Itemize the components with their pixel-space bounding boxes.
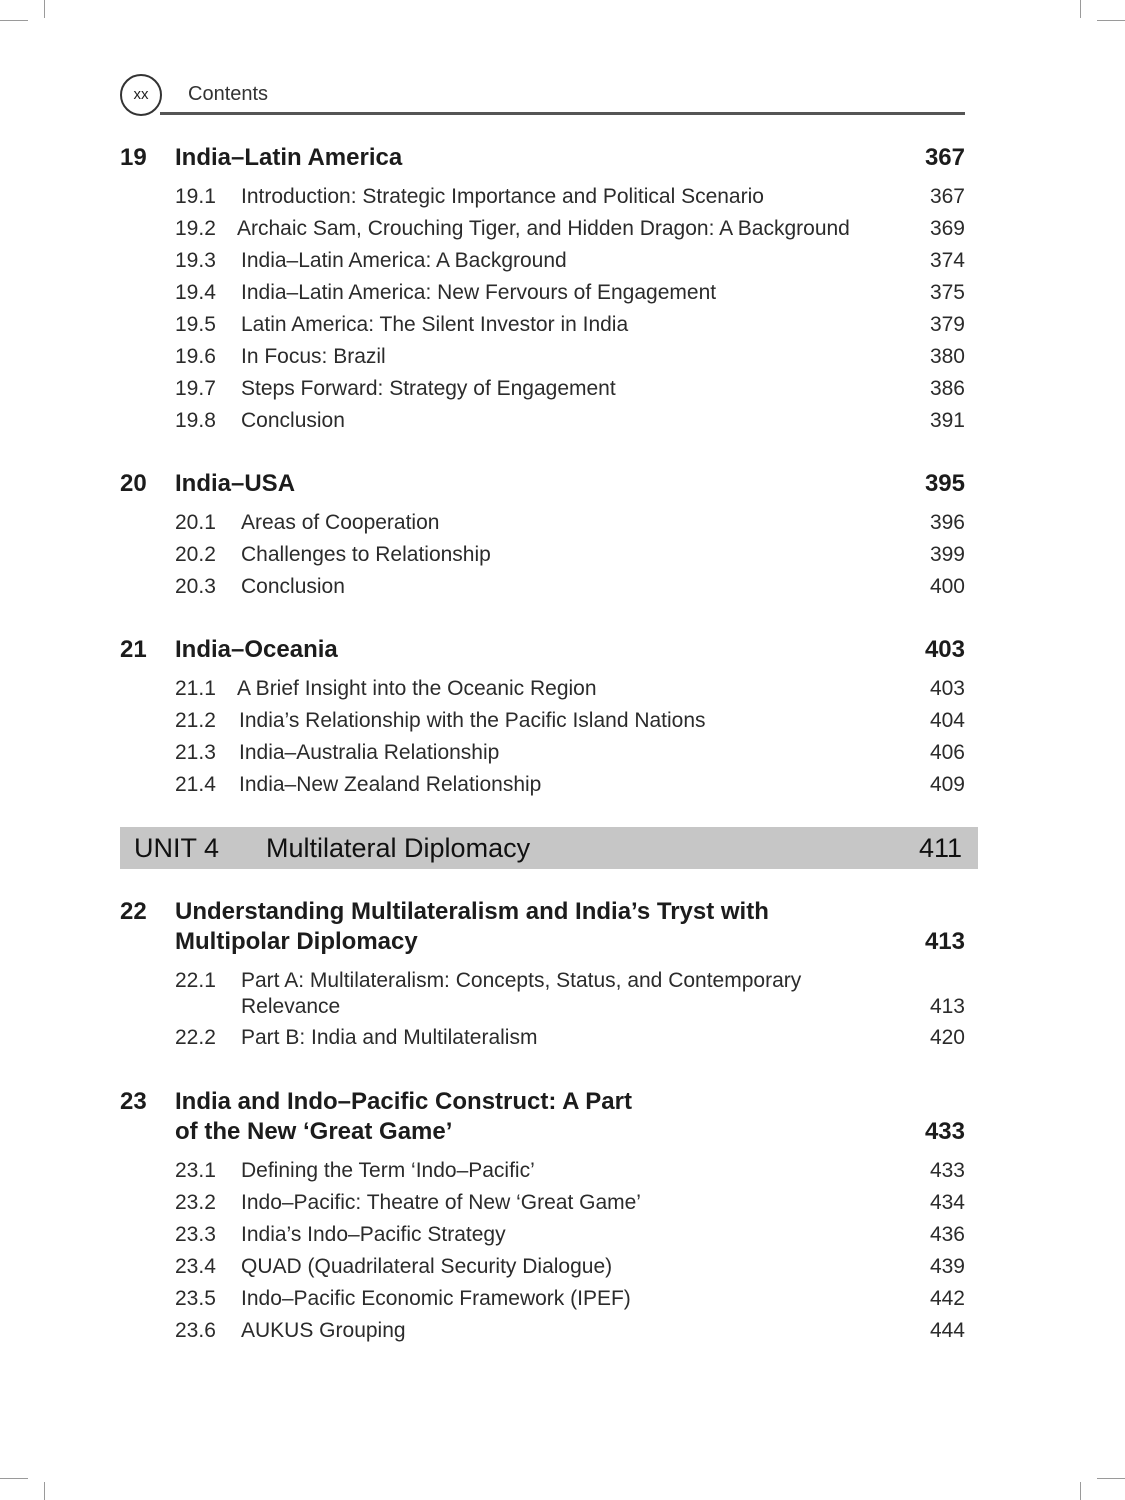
section-page: 409: [929, 773, 965, 796]
section-title: Challenges to Relationship: [241, 543, 491, 566]
toc-entry: [175, 280, 965, 306]
section-page: 434: [929, 1191, 965, 1214]
section-number: 20.3: [175, 575, 216, 598]
section-title: Introduction: Strategic Importance and Political Scenario: [241, 185, 764, 208]
chapter-page: 403: [924, 636, 965, 663]
toc-entry: [175, 1190, 965, 1216]
section-title: India–New Zealand Relationship: [239, 773, 542, 796]
chapter-title: India–Latin America: [175, 144, 403, 171]
section-title: Indo–Pacific: Theatre of New ‘Great Game’: [241, 1191, 641, 1214]
section-number: 19.4: [175, 281, 216, 304]
section-page: 413: [929, 995, 965, 1018]
section-page: 439: [929, 1255, 965, 1278]
section-title-line: Relevance: [241, 995, 341, 1018]
chapter-title-line: of the New ‘Great Game’: [175, 1118, 453, 1145]
section-number: 21.4: [175, 773, 216, 796]
section-title: India–Latin America: New Fervours of Engagement: [241, 281, 717, 304]
section-title: Latin America: The Silent Investor in India: [241, 313, 629, 336]
section-title: Archaic Sam, Crouching Tiger, and Hidden Dragon: A Background: [237, 217, 850, 240]
section-number: 23.5: [175, 1287, 216, 1310]
page-number-badge: xx: [120, 74, 162, 116]
crop-mark: [44, 1482, 45, 1500]
section-page: 374: [929, 249, 965, 272]
crop-mark: [1097, 20, 1125, 21]
toc-entry: [175, 708, 965, 734]
section-number: 21.2: [175, 709, 216, 732]
toc-entry: [175, 510, 965, 536]
section-title: Defining the Term ‘Indo–Pacific’: [241, 1159, 535, 1182]
toc-entry: [175, 216, 965, 242]
section-number: 23.1: [175, 1159, 216, 1182]
chapter-title: India–Oceania: [175, 636, 338, 663]
crop-mark: [1080, 1482, 1081, 1500]
section-title: India–Latin America: A Background: [241, 249, 567, 272]
section-title: India’s Indo–Pacific Strategy: [241, 1223, 506, 1246]
chapter-number: 19: [120, 144, 147, 171]
section-number: 20.1: [175, 511, 216, 534]
section-number: 19.2: [175, 217, 216, 240]
crop-mark: [0, 20, 28, 21]
unit-banner: [120, 827, 978, 869]
chapter-heading: [120, 469, 965, 499]
section-page: 399: [929, 543, 965, 566]
section-number: 19.7: [175, 377, 216, 400]
toc-entry: [175, 1286, 965, 1312]
toc-entry: [175, 676, 965, 702]
chapter-title-line: India and Indo–Pacific Construct: A Part: [175, 1088, 632, 1115]
chapter-page: 433: [924, 1118, 965, 1145]
section-page: 404: [929, 709, 965, 732]
section-title: A Brief Insight into the Oceanic Region: [237, 677, 597, 700]
section-page: 442: [929, 1287, 965, 1310]
section-page: 379: [929, 313, 965, 336]
crop-mark: [1080, 0, 1081, 18]
chapter-title: [175, 897, 855, 957]
toc-entry: [175, 740, 965, 766]
section-number: 22.1: [175, 969, 216, 992]
chapter-page: 367: [924, 144, 965, 171]
section-page: 367: [929, 185, 965, 208]
toc-entry: [175, 248, 965, 274]
section-number: 19.5: [175, 313, 216, 336]
chapter-heading: [120, 897, 965, 957]
section-number: 23.3: [175, 1223, 216, 1246]
section-page: 369: [929, 217, 965, 240]
chapter-page: 395: [924, 470, 965, 497]
section-number: 20.2: [175, 543, 216, 566]
section-page: 444: [929, 1319, 965, 1342]
section-title: India’s Relationship with the Pacific Island Nations: [239, 709, 706, 732]
section-page: 420: [929, 1026, 965, 1049]
section-number: 22.2: [175, 1026, 216, 1049]
section-number: 19.8: [175, 409, 216, 432]
section-title: Part B: India and Multilateralism: [241, 1026, 538, 1049]
chapter-number: 22: [120, 898, 147, 925]
toc-entry: [175, 312, 965, 338]
section-page: 375: [929, 281, 965, 304]
crop-mark: [1097, 1478, 1125, 1479]
toc-entry: [175, 1318, 965, 1344]
toc-entry: [175, 1222, 965, 1248]
section-title: QUAD (Quadrilateral Security Dialogue): [241, 1255, 613, 1278]
section-page: 403: [929, 677, 965, 700]
toc-entry: [175, 574, 965, 600]
chapter-heading: [120, 1087, 965, 1147]
section-title: [241, 968, 871, 1020]
section-page: 433: [929, 1159, 965, 1182]
chapter-title: [175, 1087, 855, 1147]
chapter-number: 21: [120, 636, 147, 663]
crop-mark: [44, 0, 45, 18]
section-title: AUKUS Grouping: [241, 1319, 406, 1342]
section-title-line: Part A: Multilateralism: Concepts, Status, and Contemporary: [241, 969, 802, 992]
chapter-number: 20: [120, 470, 147, 497]
section-number: 19.1: [175, 185, 216, 208]
section-number: 23.4: [175, 1255, 216, 1278]
section-page: 436: [929, 1223, 965, 1246]
toc-entry: [175, 772, 965, 798]
chapter-title-line: Understanding Multilateralism and India’s Tryst with: [175, 898, 769, 925]
section-title: Areas of Cooperation: [241, 511, 440, 534]
toc-entry: [175, 344, 965, 370]
section-title: Conclusion: [241, 575, 345, 598]
chapter-page: 413: [924, 928, 965, 955]
section-title: Steps Forward: Strategy of Engagement: [241, 377, 616, 400]
toc-entry: [175, 408, 965, 434]
section-page: 386: [929, 377, 965, 400]
section-number: 23.6: [175, 1319, 216, 1342]
toc-entry: [175, 542, 965, 568]
section-title: In Focus: Brazil: [241, 345, 386, 368]
section-title: Conclusion: [241, 409, 345, 432]
toc-entry: [175, 376, 965, 402]
unit-title: Multilateral Diplomacy: [266, 833, 531, 863]
section-page: 406: [929, 741, 965, 764]
section-title: Indo–Pacific Economic Framework (IPEF): [241, 1287, 631, 1310]
toc-entry: [175, 968, 965, 1020]
section-number: 19.3: [175, 249, 216, 272]
chapter-heading: [120, 635, 965, 665]
header-rule: [160, 112, 965, 115]
chapter-number: 23: [120, 1088, 147, 1115]
chapter-title-line: Multipolar Diplomacy: [175, 928, 418, 955]
header-title: Contents: [188, 83, 269, 105]
section-title: India–Australia Relationship: [239, 741, 500, 764]
chapter-heading: [120, 143, 965, 173]
unit-page: 411: [918, 833, 962, 863]
section-page: 380: [929, 345, 965, 368]
crop-mark: [0, 1478, 28, 1479]
toc-entry: [175, 1254, 965, 1280]
section-page: 400: [929, 575, 965, 598]
section-page: 396: [929, 511, 965, 534]
toc-entry: [175, 1158, 965, 1184]
section-number: 19.6: [175, 345, 216, 368]
section-number: 21.1: [175, 677, 216, 700]
running-header: [120, 74, 965, 116]
toc-entry: [175, 1025, 965, 1051]
chapter-title: India–USA: [175, 470, 296, 497]
section-page: 391: [929, 409, 965, 432]
toc-entry: [175, 184, 965, 210]
section-number: 23.2: [175, 1191, 216, 1214]
unit-label: UNIT 4: [134, 833, 220, 863]
section-number: 21.3: [175, 741, 216, 764]
